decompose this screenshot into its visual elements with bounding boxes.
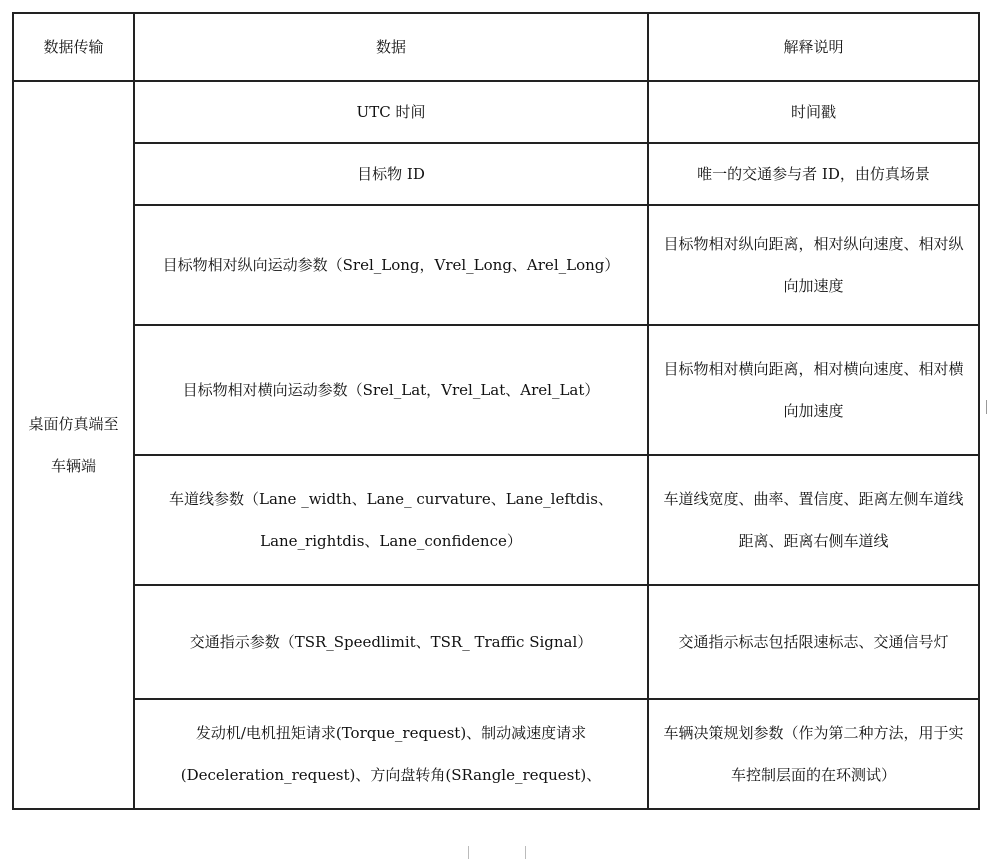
data-transfer-table xyxy=(12,12,978,846)
table-row xyxy=(13,585,979,699)
transfer-direction-cell: 桌面仿真端至车辆端 xyxy=(13,81,134,809)
data-cell: 目标物相对横向运动参数（Srel_Lat，Vrel_Lat、Arel_Lat） xyxy=(134,325,648,455)
header-transfer: 数据传输 xyxy=(13,13,134,81)
explanation-cell: 交通指示标志包括限速标志、交通信号灯 xyxy=(648,585,979,699)
table-row xyxy=(13,455,979,585)
explanation-cell: 时间戳 xyxy=(648,81,979,143)
data-cell: 目标物相对纵向运动参数（Srel_Long，Vrel_Long、Arel_Long） xyxy=(134,205,648,325)
explanation-cell: 目标物相对纵向距离，相对纵向速度、相对纵向加速度 xyxy=(648,205,979,325)
table-row xyxy=(13,699,979,809)
header-explanation: 解释说明 xyxy=(648,13,979,81)
data-cell: 交通指示参数（TSR_Speedlimit、TSR_ Traffic Signal） xyxy=(134,585,648,699)
explanation-cell: 目标物相对横向距离，相对横向速度、相对横向加速度 xyxy=(648,325,979,455)
table-row xyxy=(13,81,979,143)
explanation-cell: 车道线宽度、曲率、置信度、距离左侧车道线距离、距离右侧车道线 xyxy=(648,455,979,585)
header-row xyxy=(13,13,979,81)
table-row xyxy=(13,143,979,205)
data-cell: 目标物 ID xyxy=(134,143,648,205)
bottom-stub xyxy=(468,846,526,859)
data-cell: UTC 时间 xyxy=(134,81,648,143)
edge-mark xyxy=(986,400,987,414)
explanation-cell: 车辆决策规划参数（作为第二种方法，用于实车控制层面的在环测试） xyxy=(648,699,979,809)
table xyxy=(12,12,980,810)
table-row xyxy=(13,325,979,455)
table-row xyxy=(13,205,979,325)
data-cell: 发动机/电机扭矩请求(Torque_request)、制动减速度请求(Deceleration_request)、方向盘转角(SRangle_request)、 xyxy=(134,699,648,809)
header-data: 数据 xyxy=(134,13,648,81)
data-cell: 车道线参数（Lane _width、Lane_ curvature、Lane_leftdis、Lane_rightdis、Lane_confidence） xyxy=(134,455,648,585)
explanation-cell: 唯一的交通参与者 ID，由仿真场景 xyxy=(648,143,979,205)
